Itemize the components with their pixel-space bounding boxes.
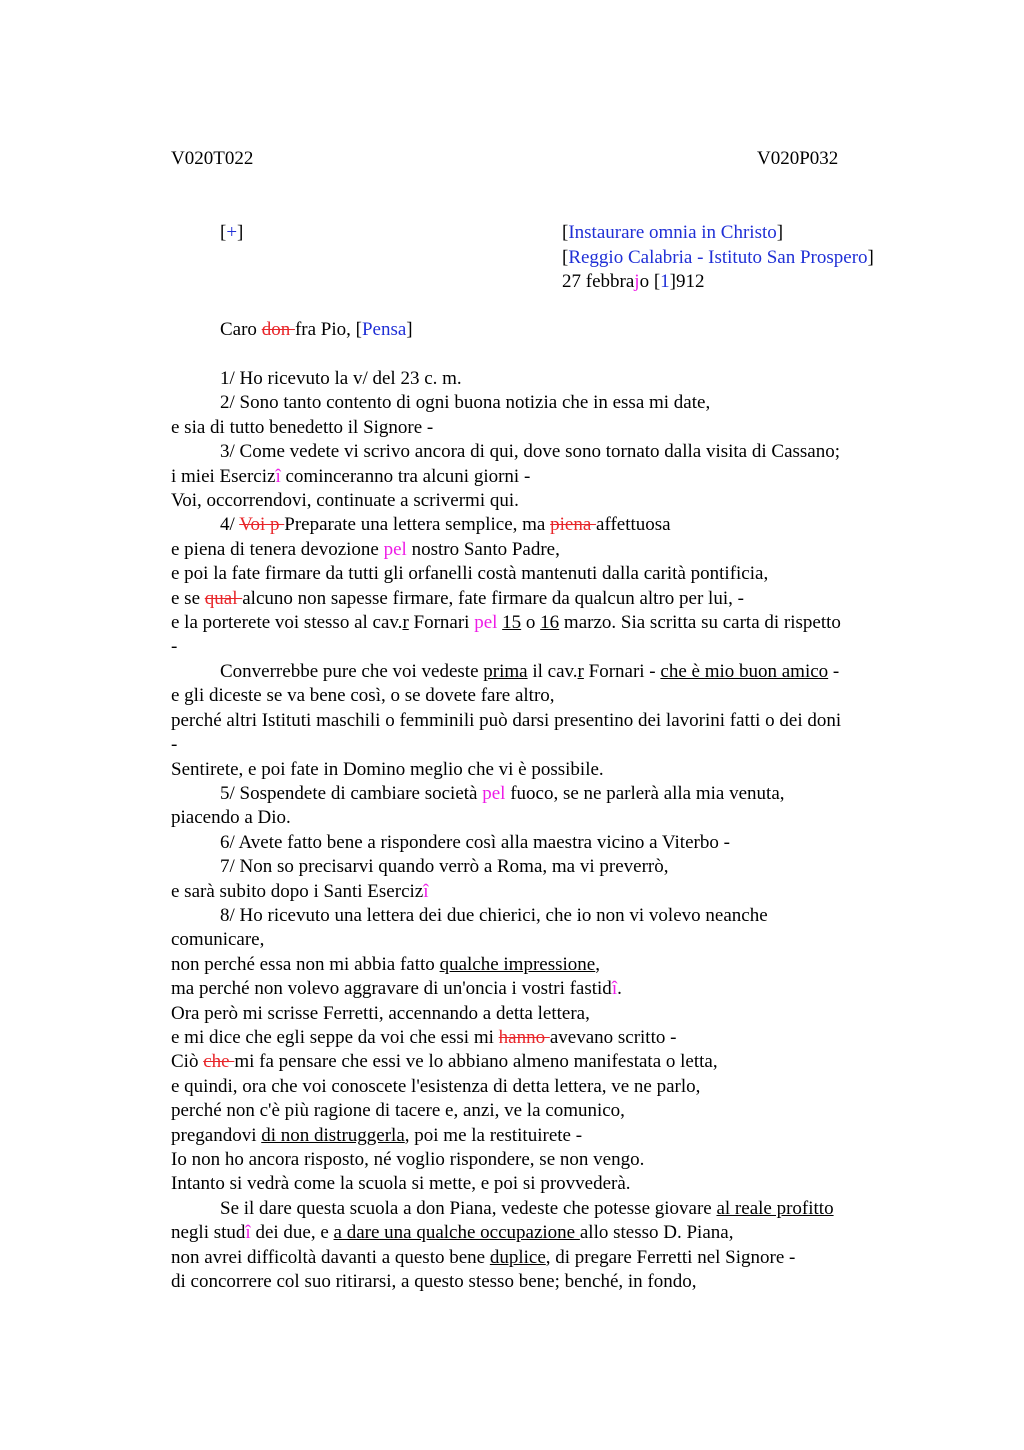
text-line: 7/ Non so precisarvi quando verrò a Roma, ma vi preverrò, bbox=[220, 856, 669, 878]
date-part: ]912 bbox=[669, 271, 705, 292]
text-line: 3/ Come vedete vi scrivo ancora di qui, dove sono tornato dalla visita di Cassano; bbox=[220, 441, 841, 463]
place: Reggio Calabria - Istituto San Prospero bbox=[568, 246, 868, 268]
date-part: o [ bbox=[639, 271, 661, 292]
text-line: Ciò che mi fa pensare che essi ve lo abbiano almeno manifestata o letta, bbox=[171, 1051, 718, 1073]
text-line: Intanto si vedrà come la scuola si mette, e poi si provvederà. bbox=[171, 1173, 631, 1195]
text-line: i miei Esercizî cominceranno tra alcuni giorni - bbox=[171, 465, 531, 487]
text-line: Io non ho ancora risposto, né voglio rispondere, se non vengo. bbox=[171, 1149, 645, 1170]
motto: Instaurare omnia in Christo bbox=[568, 222, 777, 243]
text-line: non avrei difficoltà davanti a questo bene duplice, di pregare Ferretti nel Signore - bbox=[171, 1246, 796, 1268]
text-line: non perché essa non mi abbia fatto qualche impressione, bbox=[171, 953, 600, 975]
text-line: pregandovi di non distruggerla, poi me la restituirete - bbox=[171, 1124, 583, 1146]
text-line: - bbox=[171, 734, 178, 756]
text-line: e quindi, ora che voi conoscete l'esistenza di detta lettera, ve ne parlo, bbox=[171, 1075, 701, 1097]
text-line: Voi, occorrendovi, continuate a scrivermi qui. bbox=[171, 490, 519, 512]
salutation-text: fra Pio, [ bbox=[294, 319, 362, 340]
cross-mark: [+] bbox=[220, 222, 244, 243]
text-line: comunicare, bbox=[171, 929, 265, 951]
editorial-note: Pensa bbox=[361, 319, 407, 340]
text-line: 5/ Sospendete di cambiare società pel fuoco, se ne parlerà alla mia venuta, bbox=[220, 782, 785, 804]
motto-line: [Instaurare omnia in Christo] bbox=[562, 222, 784, 243]
text-line: e poi la fate firmare da tutti gli orfanelli costà mantenuti dalla carità pontificia, bbox=[171, 563, 769, 585]
text-line: negli studî dei due, e a dare una qualche occupazione allo stesso D. Piana, bbox=[171, 1222, 734, 1244]
salutation-text: Caro bbox=[220, 319, 262, 340]
text-line: Ora però mi scrisse Ferretti, accennando a detta lettera, bbox=[171, 1002, 590, 1024]
text-line: e gli diceste se va bene così, o se dovete fare altro, bbox=[171, 685, 555, 707]
text-line: e la porterete voi stesso al cav.r Fornari pel 15 o 16 marzo. Sia scritta su carta di rispetto bbox=[171, 612, 841, 634]
salutation-text: ] bbox=[406, 319, 413, 340]
text-line: e se qual alcuno non sapesse firmare, fate firmare da qualcun altro per lui, - bbox=[171, 587, 744, 609]
date-variant-letter: j bbox=[634, 271, 640, 292]
document-code-right: V020P032 bbox=[757, 148, 839, 169]
place-line: [Reggio Calabria - Istituto San Prospero] bbox=[562, 246, 874, 268]
text-line: 6/ Avete fatto bene a rispondere così alla maestra vicino a Viterbo - bbox=[220, 831, 730, 853]
text-line: 2/ Sono tanto contento di ogni buona notizia che in essa mi date, bbox=[220, 392, 711, 414]
document-code-left: V020T022 bbox=[171, 148, 254, 169]
text-line: Se il dare questa scuola a don Piana, vedeste che potesse giovare al reale profitto bbox=[220, 1197, 834, 1219]
date-part: 27 febbra bbox=[562, 271, 635, 292]
date-editorial-digit: 1 bbox=[660, 271, 670, 292]
text-line: - bbox=[171, 636, 178, 658]
text-line: perché non c'è più ragione di tacere e, anzi, ve la comunico, bbox=[171, 1100, 625, 1122]
cross-symbol: + bbox=[226, 222, 238, 243]
text-line: e sarà subito dopo i Santi Esercizî bbox=[171, 880, 429, 902]
text-line: 8/ Ho ricevuto una lettera dei due chierici, che io non vi volevo neanche bbox=[220, 904, 768, 926]
text-line: ma perché non volevo aggravare di un'oncia i vostri fastidî. bbox=[171, 978, 622, 1000]
salutation bbox=[220, 318, 413, 342]
text-line: e sia di tutto benedetto il Signore - bbox=[171, 416, 434, 438]
text-line: perché altri Istituti maschili o femminili può darsi presentino dei lavorini fatti o dei doni bbox=[171, 709, 842, 731]
deleted-word: don bbox=[261, 319, 295, 340]
text-line: 1/ Ho ricevuto la v/ del 23 c. m. bbox=[220, 368, 462, 389]
text-line: piacendo a Dio. bbox=[171, 807, 291, 829]
letter-heading bbox=[562, 221, 874, 295]
text-line: di concorrere col suo ritirarsi, a questo stesso bene; benché, in fondo, bbox=[171, 1271, 697, 1293]
text-line: 4/ Voi p Preparate una lettera semplice, ma piena affettuosa bbox=[220, 514, 671, 536]
date-line bbox=[562, 270, 874, 295]
text-line: e mi dice che egli seppe da voi che essi mi hanno avevano scritto - bbox=[171, 1026, 677, 1048]
text-line: e piena di tenera devozione pel nostro Santo Padre, bbox=[171, 538, 560, 560]
text-line: Sentirete, e poi fate in Domino meglio che vi è possibile. bbox=[171, 758, 604, 780]
text-line: Converrebbe pure che voi vedeste prima il cav.r Fornari - che è mio buon amico - bbox=[220, 660, 840, 682]
letter-body bbox=[171, 367, 906, 1294]
